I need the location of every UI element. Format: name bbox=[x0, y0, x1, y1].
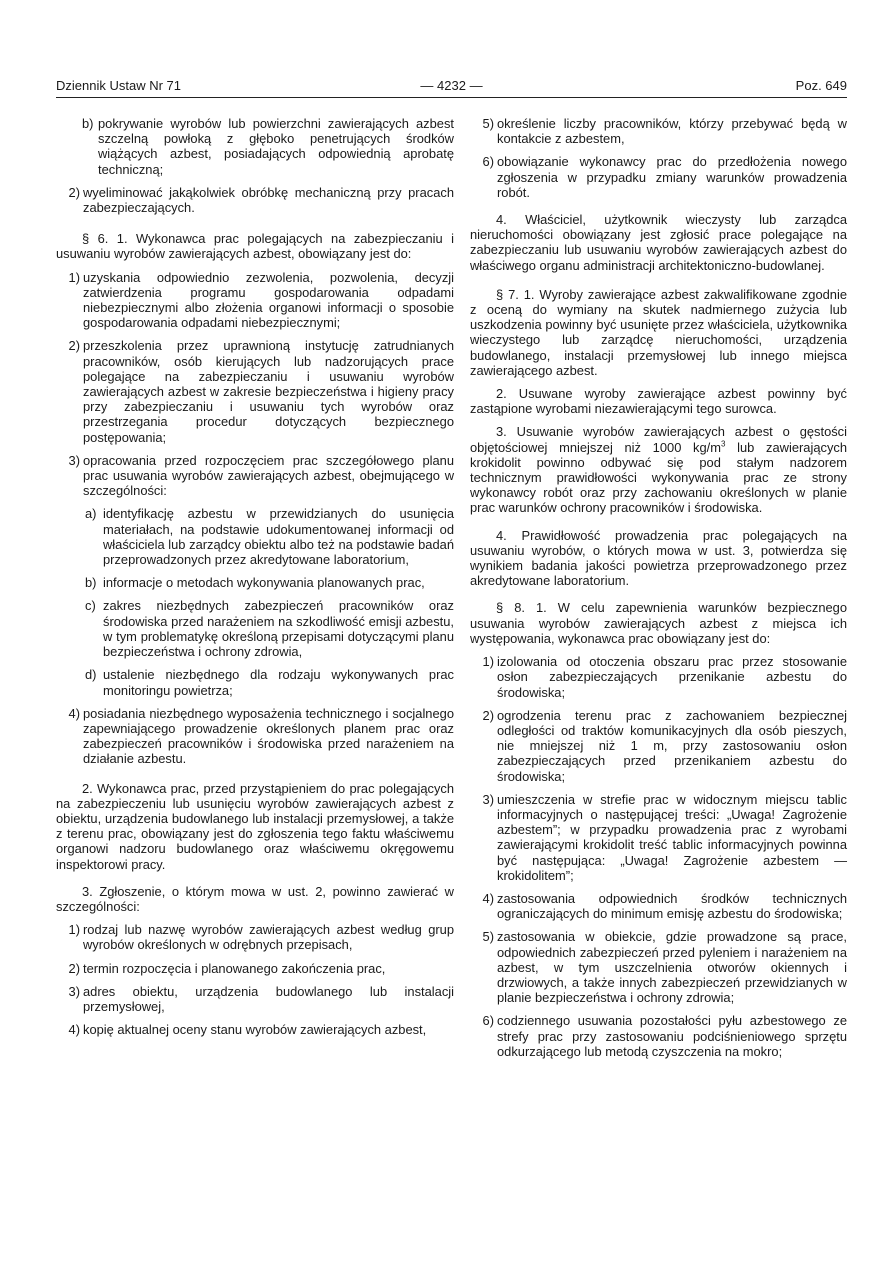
paragraph-s6-4: 4. Właściciel, użytkownik wieczysty lub zarządca nieruchomości obowiązany jest zgłosić prace polegające na zabezpieczaniu lub usuwaniu wyrobów zawierających azbest do właściwego organu administracji architektoniczno-budowlanej. bbox=[470, 212, 847, 273]
list-item: 6) obowiązanie wykonawcy prac do przedłożenia nowego zgłoszenia w przypadku zmiany warunków prowadzenia robót. bbox=[482, 154, 847, 200]
paragraph-s7-3: 3. Usuwanie wyrobów zawierających azbest o gęstości objętościowej mniejszej niż 1000 $kg/m^3$ lub zawierających krokidolit powinno odbywać się pod stałym nadzorem technicznym prawidłowości wykonywania prac ze strony wykonawcy robót oraz przy zachowaniu określonych w planie prac warunków ochrony pracowników i środowiska. bbox=[470, 424, 848, 516]
page-number: — 4232 — bbox=[420, 78, 483, 93]
journal-title: Dziennik Ustaw Nr 71 bbox=[56, 78, 181, 93]
paragraph-s7-1: § 7. 1. Wyroby zawierające azbest zakwalifikowane zgodnie z oceną do wymiany na skutek nadmiernego zużycia lub uszkodzenia powinny być usunięte przez właściciela, użytkownika wieczystego lub zarządcę nieruchomości, urządzenia budowlanego, instalacji przemysłowej lub innego miejsca zawierającego azbest. bbox=[470, 286, 847, 378]
sub-list-item: d) ustalenie niezbędnego dla rodzaju wykonywanych prac monitoringu powietrza; bbox=[85, 667, 454, 698]
list-item: 2) termin rozpoczęcia i planowanego zakończenia prac, bbox=[68, 960, 386, 976]
list-item: 2) ogrodzenia terenu prac z zachowaniem bezpiecznej odległości od traktów komunikacyjnych dla osób pieszych, nie mniejszej niż 1 m, przy zastosowaniu osłon zabezpieczających przed przenikaniem azbestu do środowiska; bbox=[482, 707, 847, 784]
paragraph-s6-2: 2. Wykonawca prac, przed przystąpieniem do prac polegających na zabezpieczeniu lub usunięciu wyrobów zawierających azbest z obiektu, urządzenia budowlanego lub instalacji przemysłowej, a także z terenu prac, obowiązany jest do zgłoszenia tego faktu właściwemu organowi nadzoru budowlanego oraz właściwemu okręgowemu inspektorowi pracy. bbox=[56, 780, 454, 872]
list-item: 4) posiadania niezbędnego wyposażenia technicznego i socjalnego zapewniającego prowadzenie określonych planem prac oraz zabezpieczeń pracowników i środowiska przed narażeniem na działanie azbestu. bbox=[68, 705, 454, 767]
position-number: Poz. 649 bbox=[795, 78, 847, 93]
list-item: 2) wyeliminować jakąkolwiek obróbkę mechaniczną przy pracach zabezpieczających. bbox=[68, 184, 454, 216]
list-item: 1) rodzaj lub nazwę wyrobów zawierających azbest według grup wyrobów określonych w odrębnych przepisach, bbox=[68, 922, 454, 953]
paragraph-s6-1: § 6. 1. Wykonawca prac polegających na zabezpieczaniu i usuwaniu wyrobów zawierających azbest, obowiązany jest do: bbox=[56, 231, 454, 262]
paragraph-s7-2: 2. Usuwane wyroby zawierające azbest powinny być zastąpione wyrobami niezawierającymi tego surowca. bbox=[470, 386, 847, 417]
page-header bbox=[56, 78, 847, 96]
list-item: 5) zastosowania w obiekcie, gdzie prowadzone są prace, odpowiednich zabezpieczeń przed pyleniem i narażeniem na azbest, w tym uszczelnienia otworów okiennych i drzwiowych, a także innych zabezpieczeń przewidzianych w planie bezpieczeństwa i ochrony zdrowia; bbox=[482, 929, 847, 1006]
list-item: b) pokrywanie wyrobów lub powierzchni zawierających azbest szczelną powłoką z głęboko penetrujących środków wiążących azbest, posiadających odpowiednią aprobatę techniczną; bbox=[82, 116, 454, 177]
paragraph-s8-1: § 8. 1. W celu zapewnienia warunków bezpiecznego usuwania wyrobów zawierających azbest z miejsca ich występowania, wykonawca prac obowiązany jest do: bbox=[470, 600, 847, 646]
list-item: 4) kopię aktualnej oceny stanu wyrobów zawierających azbest, bbox=[68, 1022, 427, 1038]
sub-list-item: b) informacje o metodach wykonywania planowanych prac, bbox=[85, 575, 425, 591]
list-item: 6) codziennego usuwania pozostałości pyłu azbestowego ze strefy prac przy zastosowaniu podciśnieniowego sprzętu odkurzającego lub metodą czyszczenia na mokro; bbox=[482, 1013, 847, 1059]
list-item: 2) przeszkolenia przez uprawnioną instytucję zatrudnianych pracowników, osób kierujących lub nadzorujących prace polegające na zabezpieczaniu i usuwaniu wyrobów zawierających azbest w zakresie bezpieczeństwa i higieny pracy przy zabezpieczaniu i usuwaniu tych wyrobów oraz przestrzegania procedur dotyczących bezpiecznego postępowania; bbox=[68, 338, 454, 445]
header-rule bbox=[56, 97, 847, 98]
list-item: 1) izolowania od otoczenia obszaru prac przez stosowanie osłon zabezpieczających przenikanie azbestu do środowiska; bbox=[482, 654, 847, 700]
list-item: 4) zastosowania odpowiednich środków technicznych ograniczających do minimum emisję azbestu do środowiska; bbox=[482, 890, 847, 922]
sub-list-item: c) zakres niezbędnych zabezpieczeń pracowników oraz środowiska przed narażeniem na szkodliwość emisji azbestu, w tym problematykę określoną przepisami dotyczącymi planu bezpieczeństwa i ochrony zdrowia, bbox=[85, 598, 454, 660]
sub-list-item: a) identyfikację azbestu w przewidzianych do usunięcia materiałach, na podstawie udokumentowanej informacji od właściciela lub zarządcy obiektu albo też na podstawie badań przeprowadzonych przez akredytowane laboratorium, bbox=[85, 506, 454, 568]
right-column bbox=[470, 116, 847, 1067]
list-item: 5) określenie liczby pracowników, którzy przebywać będą w kontakcie z azbestem, bbox=[482, 116, 847, 147]
paragraph-s6-3: 3. Zgłoszenie, o którym mowa w ust. 2, powinno zawierać w szczególności: bbox=[56, 883, 454, 914]
left-column bbox=[56, 116, 454, 1045]
paragraph-s7-4: 4. Prawidłowość prowadzenia prac polegających na usuwaniu wyrobów, o których mowa w ust. 3, potwierdza się wynikiem badania jakości powietrza przeprowadzonego przez akredytowane laboratorium. bbox=[470, 527, 847, 589]
list-item: 1) uzyskania odpowiednio zezwolenia, pozwolenia, decyzji zatwierdzenia programu gospodarowania odpadami niebezpiecznymi albo złożenia organowi informacji o sposobie gospodarowania odpadami niebezpiecznymi; bbox=[68, 269, 454, 331]
list-item: 3) opracowania przed rozpoczęciem prac szczegółowego planu prac usuwania wyrobów zawierających azbest, obejmującego w szczególności: bbox=[68, 452, 454, 499]
list-item: 3) adres obiektu, urządzenia budowlanego lub instalacji przemysłowej, bbox=[68, 983, 454, 1014]
list-item: 3) umieszczenia w strefie prac w widocznym miejscu tablic informacyjnych o następującej treści: „Uwaga! Zagrożenie azbestem”; w przypadku prowadzenia prac z wyrobami zawierającymi krokidolit treść tablic informacyjnych powinna być następująca: „Uwaga! Zagrożenie azbestem — krokidolitem”; bbox=[482, 791, 847, 883]
